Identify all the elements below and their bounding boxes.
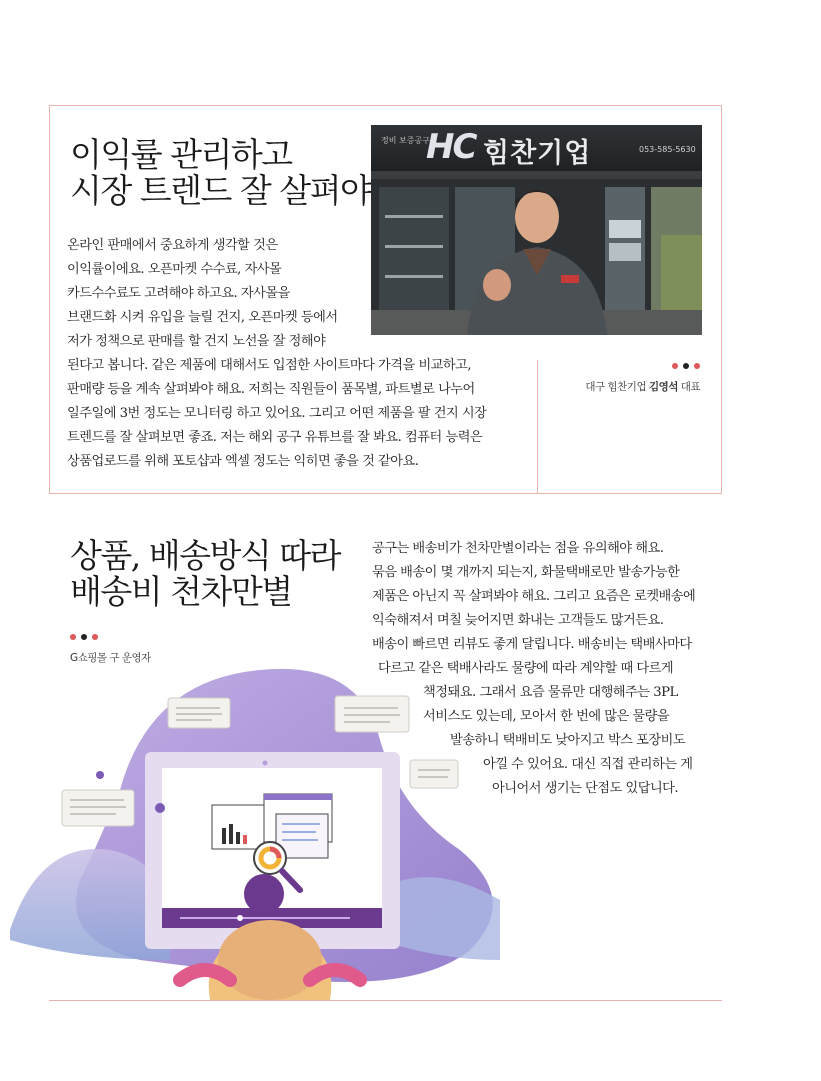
paragraph-line: 저가 정책으로 판매를 할 건지 노선을 잘 정해야 bbox=[67, 334, 326, 349]
paragraph-line: 된다고 봅니다. 같은 제품에 대해서도 입점한 사이트마다 가격을 비교하고, bbox=[67, 358, 472, 373]
dot bbox=[672, 363, 678, 369]
paragraph-line: 아니어서 생기는 단점도 있답니다. bbox=[492, 781, 679, 796]
paragraph-line: 발송하니 택배비도 낮아지고 박스 포장비도 bbox=[450, 733, 686, 748]
sign-company-name: 힘찬기업 bbox=[483, 138, 592, 169]
section1-title-line: 이익률 관리하고 bbox=[70, 135, 292, 174]
paragraph-line: 책정돼요. 그래서 요즘 물류만 대행해주는 3PL bbox=[423, 685, 678, 700]
paragraph-line: 익숙해져서 며칠 늦어지면 화내는 고객들도 많거든요. bbox=[372, 613, 664, 628]
paragraph-line: 다르고 같은 택배사라도 물량에 따라 계약할 때 다르게 bbox=[378, 661, 674, 676]
paragraph-line: 서비스도 있는데, 모아서 한 번에 많은 물량을 bbox=[423, 709, 670, 724]
dot bbox=[81, 634, 87, 640]
section1-title bbox=[70, 137, 370, 209]
sign-phone: 053-585-5630 bbox=[639, 145, 696, 154]
caption-divider bbox=[537, 360, 538, 494]
section2-caption: G쇼핑몰 구 운영자 bbox=[70, 652, 151, 664]
paragraph-line: 공구는 배송비가 천차만별이라는 점을 유의해야 해요. bbox=[372, 541, 664, 556]
section1-title-line: 시장 트렌드 잘 살펴야 bbox=[70, 171, 371, 210]
section2-title-line: 배송비 천차만별 bbox=[70, 572, 292, 611]
paragraph-line: 온라인 판매에서 중요하게 생각할 것은 bbox=[67, 238, 278, 253]
storefront-photo bbox=[371, 125, 702, 335]
bottom-rule bbox=[49, 1000, 722, 1001]
section2-paragraph bbox=[372, 537, 695, 801]
sign-logo: HC bbox=[426, 127, 476, 167]
paragraph-line: 묶음 배송이 몇 개까지 되는지, 화물택배로만 발송가능한 bbox=[372, 565, 680, 580]
caption-suffix: 대표 bbox=[677, 381, 700, 393]
section2-title bbox=[70, 538, 340, 610]
paragraph-line: 브랜드화 시켜 유입을 늘릴 건지, 오픈마켓 등에서 bbox=[67, 310, 338, 325]
paragraph-line: 상품업로드를 위해 포토샵과 엑셀 정도는 익히면 좋을 것 같아요. bbox=[67, 454, 419, 469]
paragraph-line: 이익률이에요. 오픈마켓 수수료, 자사몰 bbox=[67, 262, 282, 277]
paragraph-line: 카드수수료도 고려해야 하고요. 자사몰을 bbox=[67, 286, 290, 301]
paragraph-line: 제품은 아닌지 꼭 살펴봐야 해요. 그리고 요즘은 로켓배송에 bbox=[372, 589, 696, 604]
paragraph-line: 트렌드를 잘 살펴보면 좋죠. 저는 해외 공구 유튜브를 잘 봐요. 컴퓨터 능력은 bbox=[67, 430, 483, 445]
caption-dots-2 bbox=[70, 634, 98, 640]
paragraph-line: 일주일에 3번 정도는 모니터링 하고 있어요. 그리고 어떤 제품을 팔 건지 시장 bbox=[67, 406, 487, 421]
paragraph-line: 판매량 등을 계속 살펴봐야 해요. 저희는 직원들이 품목별, 파트별로 나누어 bbox=[67, 382, 475, 397]
dot bbox=[683, 363, 689, 369]
paragraph-line: 아낄 수 있어요. 대신 직접 관리하는 게 bbox=[483, 757, 693, 772]
caption-name: 김영석 bbox=[648, 381, 678, 393]
caption-prefix: 대구 힘찬기업 bbox=[585, 381, 649, 393]
dot bbox=[92, 634, 98, 640]
dot bbox=[70, 634, 76, 640]
caption-dots-1 bbox=[672, 363, 700, 369]
sign-left-text: 정비 보증공구 bbox=[381, 136, 430, 145]
dot bbox=[694, 363, 700, 369]
photo-caption bbox=[585, 379, 700, 394]
paragraph-line: 배송이 빠르면 리뷰도 좋게 달립니다. 배송비는 택배사마다 bbox=[372, 637, 692, 652]
section2-title-line: 상품, 배송방식 따라 bbox=[70, 536, 340, 575]
